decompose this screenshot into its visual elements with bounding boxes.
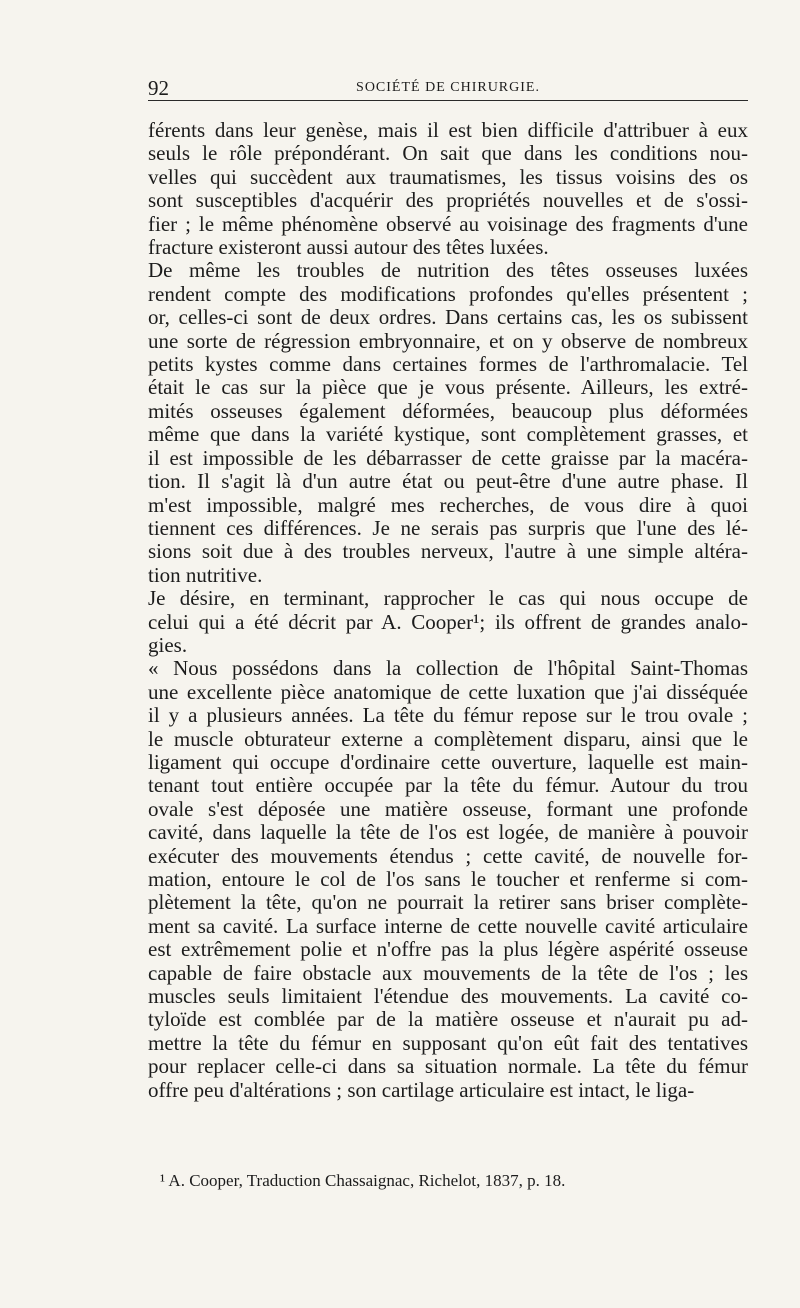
text-line: « Nous possédons dans la collection de l'hôpital Saint-Thomas	[148, 656, 748, 681]
text-line: tion. Il s'agit là d'un autre état ou peut-être d'une autre phase. Il	[148, 469, 748, 494]
text-line: il y a plusieurs années. La tête du fémur repose sur le trou ovale ;	[148, 703, 748, 728]
text-line: offre peu d'altérations ; son cartilage articulaire est intact, le liga-	[148, 1077, 695, 1102]
text-line: muscles seuls limitaient l'étendue des mouvements. La cavité co-	[148, 984, 748, 1009]
text-line: capable de faire obstacle aux mouvements de la tête de l'os ; les	[148, 960, 748, 985]
text-line: il est impossible de les débarrasser de cette graisse par la macéra-	[148, 445, 748, 470]
text-line: mités osseuses également déformées, beaucoup plus déformées	[148, 398, 748, 423]
text-line: ovale s'est déposée une matière osseuse, formant une profonde	[148, 796, 748, 821]
text-line: rendent compte des modifications profondes qu'elles présentent ;	[148, 281, 748, 306]
text-line: seuls le rôle prépondérant. On sait que dans les conditions nou-	[148, 141, 748, 166]
footnote	[160, 1170, 748, 1192]
text-line: est extrêmement polie et n'offre pas la plus légère aspérité osseuse	[148, 937, 748, 962]
text-line: m'est impossible, malgré mes recherches, de vous dire à quoi	[148, 492, 748, 517]
text-line: fracture existeront aussi autour des têtes luxées.	[148, 235, 549, 260]
text-line: gies.	[148, 632, 188, 657]
footnote-marker: ¹	[160, 1171, 166, 1190]
text-line: petits kystes comme dans certaines formes de l'arthromalacie. Tel	[148, 352, 748, 377]
text-line: exécuter des mouvements étendus ; cette cavité, de nouvelle for-	[148, 843, 748, 868]
text-line: sont susceptibles d'acquérir des propriétés nouvelles et de s'ossi-	[148, 188, 748, 213]
text-line: le muscle obturateur externe a complètement disparu, ainsi que le	[148, 726, 748, 751]
text-line: fier ; le même phénomène observé au voisinage des fragments d'une	[148, 211, 748, 236]
text-line: or, celles-ci sont de deux ordres. Dans certains cas, les os subissent	[148, 305, 748, 330]
text-line: était le cas sur la pièce que je vous présente. Ailleurs, les extré-	[148, 375, 748, 400]
text-line: tiennent ces différences. Je ne serais pas surpris que l'une des lé-	[148, 515, 748, 540]
text-line: une sorte de régression embryonnaire, et on y observe de nombreux	[148, 328, 748, 353]
text-line: sions soit due à des troubles nerveux, l'autre à une simple altéra-	[148, 539, 748, 564]
footnote-text: A. Cooper, Traduction Chassaignac, Richelot, 1837, p. 18.	[168, 1171, 566, 1190]
text-line: tyloïde est comblée par de la matière osseuse et n'aurait pu ad-	[148, 1007, 748, 1032]
text-line: celui qui a été décrit par A. Cooper¹; ils offrent de grandes analo-	[148, 609, 748, 634]
page-number: 92	[148, 76, 169, 100]
text-line: mation, entoure le col de l'os sans le toucher et renferme si com-	[148, 867, 748, 891]
text-line: Je désire, en terminant, rapprocher le cas qui nous occupe de	[148, 586, 748, 611]
text-line: tenant tout entière occupée par la tête du fémur. Autour du trou	[148, 773, 748, 798]
text-line: pour replacer celle-ci dans sa situation normale. La tête du fémur	[148, 1054, 748, 1079]
text-line: plètement la tête, qu'on ne pourrait la retirer sans briser complète-	[148, 890, 748, 915]
text-line: férents dans leur genèse, mais il est bien difficile d'attribuer à eux	[148, 118, 748, 142]
text-line: ligament qui occupe d'ordinaire cette ouverture, laquelle est main-	[148, 749, 748, 774]
text-line: velles qui succèdent aux traumatismes, les tissus voisins des os	[148, 164, 748, 189]
text-line: cavité, dans laquelle la tête de l'os est logée, de manière à pouvoir	[148, 820, 748, 845]
text-line: mettre la tête du fémur en supposant qu'on eût fait des tentatives	[148, 1030, 748, 1055]
text-line: De même les troubles de nutrition des têtes osseuses luxées	[148, 258, 748, 283]
body-text	[148, 119, 748, 1102]
page-header	[148, 68, 748, 101]
text-line: ment sa cavité. La surface interne de cette nouvelle cavité articulaire	[148, 913, 748, 938]
text-line: tion nutritive.	[148, 562, 263, 587]
text-line: même que dans la variété kystique, sont complètement grasses, et	[148, 422, 748, 447]
running-head: SOCIÉTÉ DE CHIRURGIE.	[356, 80, 540, 95]
text-line: une excellente pièce anatomique de cette luxation que j'ai disséquée	[148, 679, 748, 704]
